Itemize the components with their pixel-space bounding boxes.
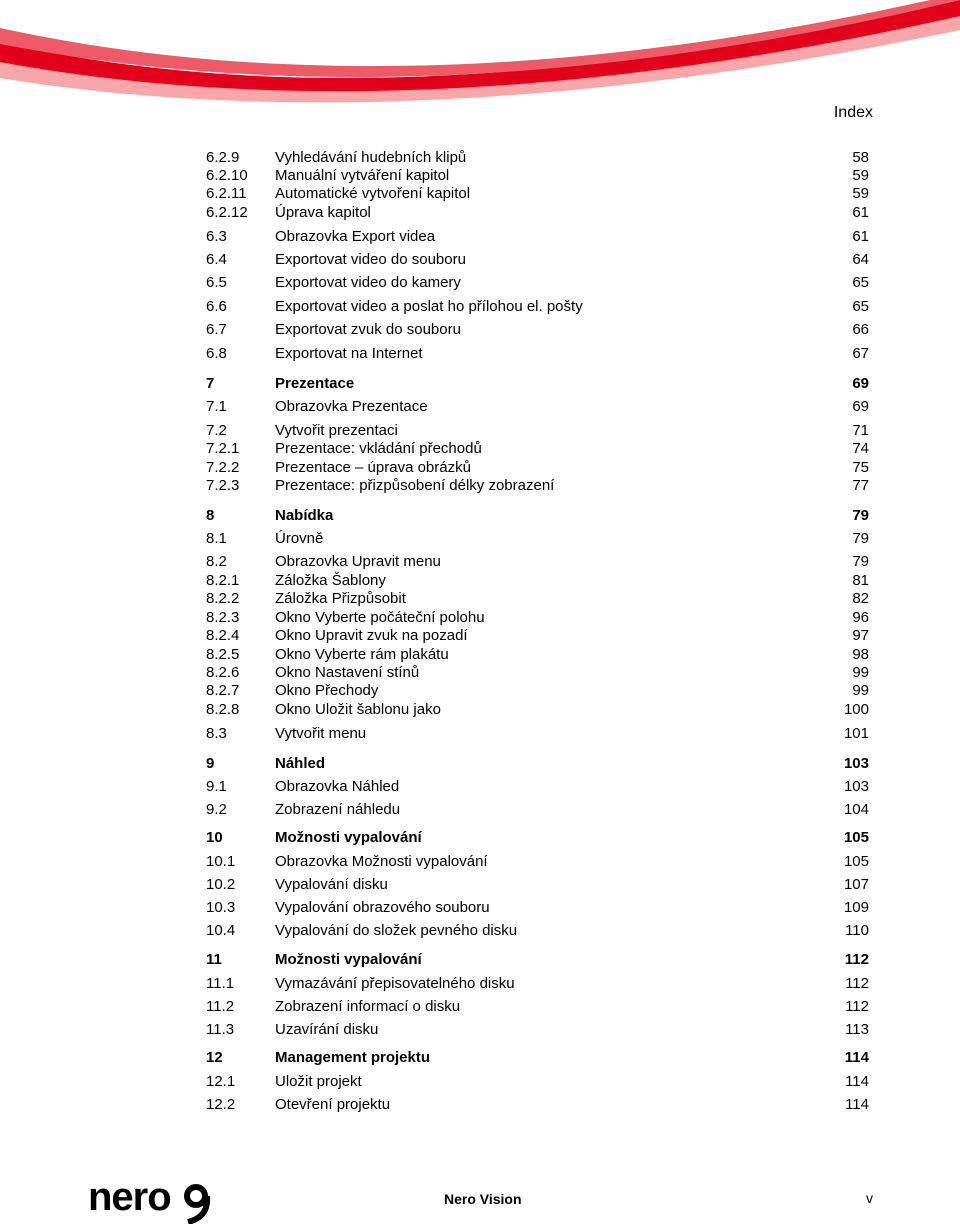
toc-page-number: 58 (852, 149, 869, 166)
toc-title: Nabídka (275, 507, 334, 524)
section-header: Index (833, 104, 873, 121)
toc-row[interactable] (0, 777, 960, 797)
toc-title: Okno Nastavení stínů (275, 664, 420, 681)
toc-page-number: 71 (852, 422, 869, 439)
toc-row[interactable] (0, 663, 960, 683)
toc-title: Možnosti vypalování (275, 951, 422, 968)
toc-row[interactable] (0, 645, 960, 665)
toc-row[interactable] (0, 608, 960, 628)
toc-page-number: 69 (852, 398, 869, 415)
toc-row[interactable] (0, 148, 960, 168)
toc-chapter-row[interactable] (0, 828, 960, 848)
toc-page-number: 79 (852, 507, 869, 524)
toc-number: 7.2.3 (206, 477, 240, 494)
toc-number: 7.2 (206, 422, 227, 439)
toc-title: Prezentace: vkládání přechodů (275, 440, 482, 457)
toc-page-number: 79 (852, 553, 869, 570)
toc-row[interactable] (0, 344, 960, 364)
toc-title: Zobrazení informací o disku (275, 998, 461, 1015)
toc-number: 6.5 (206, 274, 227, 291)
toc-number: 11.3 (206, 1021, 235, 1038)
toc-row[interactable] (0, 875, 960, 895)
toc-page-number: 64 (852, 251, 869, 268)
toc-page-number: 114 (845, 1096, 869, 1113)
toc-row[interactable] (0, 898, 960, 918)
toc-page-number: 109 (843, 899, 869, 916)
toc-page-number: 99 (852, 682, 869, 699)
toc-row[interactable] (0, 800, 960, 820)
toc-number: 6.2.10 (206, 167, 248, 184)
toc-title: Vypalování disku (275, 876, 388, 893)
toc-title: Prezentace (275, 375, 355, 392)
toc-title: Zobrazení náhledu (275, 801, 401, 818)
toc-number: 8.2.4 (206, 627, 240, 644)
toc-row[interactable] (0, 974, 960, 994)
footer-page-number: v (866, 1190, 873, 1206)
toc-page-number: 112 (845, 998, 869, 1015)
toc-page-number: 67 (852, 345, 869, 362)
toc-page-number: 75 (852, 459, 869, 476)
toc-title: Exportovat na Internet (275, 345, 423, 362)
toc-title: Manuální vytváření kapitol (275, 167, 450, 184)
svg-text:nero: nero (88, 1176, 171, 1219)
toc-page-number: 105 (843, 853, 869, 870)
toc-page-number: 100 (843, 701, 869, 718)
toc-page-number: 74 (852, 440, 869, 457)
toc-title: Vypalování do složek pevného disku (275, 922, 518, 939)
toc-page-number: 65 (852, 274, 869, 291)
toc-number: 9.2 (206, 801, 227, 818)
toc-number: 6.2.11 (206, 185, 247, 202)
toc-title: Okno Upravit zvuk na pozadí (275, 627, 468, 644)
toc-page-number: 112 (844, 951, 869, 968)
toc-row[interactable] (0, 397, 960, 417)
toc-page-number: 110 (845, 922, 869, 939)
toc-page-number: 59 (852, 167, 869, 184)
toc-chapter-row[interactable] (0, 506, 960, 526)
toc-number: 8.2.5 (206, 646, 240, 663)
toc-title: Prezentace: přizpůsobení délky zobrazení (275, 477, 555, 494)
toc-title: Prezentace – úprava obrázků (275, 459, 471, 476)
toc-page-number: 69 (852, 375, 869, 392)
toc-page-number: 79 (852, 530, 869, 547)
toc-title: Vymazávání přepisovatelného disku (275, 975, 515, 992)
toc-row[interactable] (0, 297, 960, 317)
toc-title: Vypalování obrazového souboru (275, 899, 490, 916)
toc-chapter-row[interactable] (0, 1048, 960, 1068)
toc-title: Otevření projektu (275, 1096, 391, 1113)
toc-title: Okno Uložit šablonu jako (275, 701, 441, 718)
toc-number: 8.2.1 (206, 572, 240, 589)
toc-row[interactable] (0, 203, 960, 223)
toc-page-number: 82 (852, 590, 869, 607)
toc-number: 7.2.2 (206, 459, 240, 476)
toc-number: 6.7 (206, 321, 227, 338)
toc-number: 12.2 (206, 1096, 236, 1113)
toc-title: Záložka Přizpůsobit (275, 590, 406, 607)
toc-row[interactable] (0, 700, 960, 720)
toc-title: Okno Vyberte počáteční polohu (275, 609, 485, 626)
toc-title: Obrazovka Export videa (275, 228, 436, 245)
toc-number: 8 (206, 507, 215, 524)
toc-row[interactable] (0, 250, 960, 270)
toc-row[interactable] (0, 997, 960, 1017)
toc-chapter-row[interactable] (0, 754, 960, 774)
toc-number: 12 (206, 1049, 223, 1066)
toc-page-number: 77 (852, 477, 869, 494)
toc-row[interactable] (0, 529, 960, 549)
toc-page-number: 103 (843, 755, 869, 772)
toc-number: 7 (206, 375, 215, 392)
toc-row[interactable] (0, 852, 960, 872)
toc-title: Možnosti vypalování (275, 829, 422, 846)
toc-page-number: 113 (845, 1021, 869, 1038)
toc-number: 12.1 (206, 1073, 236, 1090)
toc-page-number: 61 (852, 228, 869, 245)
toc-number: 6.2.12 (206, 204, 248, 221)
toc-page-number: 101 (843, 725, 869, 742)
toc-row[interactable] (0, 589, 960, 609)
toc-row[interactable] (0, 1072, 960, 1092)
toc-number: 9.1 (206, 778, 227, 795)
toc-row[interactable] (0, 724, 960, 744)
toc-number: 8.2.8 (206, 701, 240, 718)
toc-title: Záložka Šablony (275, 572, 386, 589)
toc-number: 10 (206, 829, 223, 846)
toc-row[interactable] (0, 571, 960, 591)
toc-chapter-row[interactable] (0, 374, 960, 394)
toc-number: 8.2.6 (206, 664, 240, 681)
toc-title: Obrazovka Prezentace (275, 398, 428, 415)
toc-row[interactable] (0, 681, 960, 701)
toc-number: 8.2.7 (206, 682, 240, 699)
toc-page-number: 105 (843, 829, 869, 846)
toc-row[interactable] (0, 421, 960, 441)
toc-number: 9 (206, 755, 215, 772)
toc-page-number: 66 (852, 321, 869, 338)
toc-title: Exportovat video do souboru (275, 251, 466, 268)
toc-page-number: 61 (852, 204, 869, 221)
toc-title: Obrazovka Možnosti vypalování (275, 853, 488, 870)
toc-row[interactable] (0, 626, 960, 646)
toc-title: Exportovat zvuk do souboru (275, 321, 461, 338)
toc-title: Obrazovka Náhled (275, 778, 400, 795)
toc-number: 8.3 (206, 725, 227, 742)
toc-number: 10.4 (206, 922, 236, 939)
toc-title: Vyhledávání hudebních klipů (275, 149, 467, 166)
toc-row[interactable] (0, 921, 960, 941)
toc-number: 8.1 (206, 530, 227, 547)
toc-number: 7.2.1 (206, 440, 240, 457)
toc-number: 6.4 (206, 251, 227, 268)
toc-page-number: 98 (852, 646, 869, 663)
toc-row[interactable] (0, 184, 960, 204)
toc-number: 8.2.2 (206, 590, 240, 607)
toc-chapter-row[interactable] (0, 950, 960, 970)
toc-number: 8.2.3 (206, 609, 240, 626)
toc-row[interactable] (0, 166, 960, 186)
toc-page-number: 59 (852, 185, 869, 202)
toc-number: 10.3 (206, 899, 236, 916)
toc-page-number: 97 (852, 627, 869, 644)
toc-page-number: 103 (843, 778, 869, 795)
toc-page-number: 96 (852, 609, 869, 626)
toc-page-number: 112 (845, 975, 869, 992)
toc-row[interactable] (0, 458, 960, 478)
toc-number: 6.3 (206, 228, 227, 245)
toc-row[interactable] (0, 1020, 960, 1040)
toc-title: Management projektu (275, 1049, 431, 1066)
toc-title: Náhled (275, 755, 326, 772)
toc-page-number: 114 (844, 1049, 869, 1066)
footer-product-name: Nero Vision (444, 1191, 522, 1207)
toc-title: Uzavírání disku (275, 1021, 379, 1038)
toc-number: 8.2 (206, 553, 227, 570)
toc-number: 7.1 (206, 398, 227, 415)
toc-number: 6.6 (206, 298, 227, 315)
toc-number: 10.1 (206, 853, 236, 870)
toc-page-number: 81 (852, 572, 869, 589)
toc-row[interactable] (0, 1095, 960, 1115)
toc-title: Okno Přechody (275, 682, 379, 699)
toc-page-number: 99 (852, 664, 869, 681)
toc-row[interactable] (0, 273, 960, 293)
toc-number: 10.2 (206, 876, 236, 893)
toc-page-number: 114 (845, 1073, 869, 1090)
toc-row[interactable] (0, 320, 960, 340)
toc-number: 11.1 (206, 975, 235, 992)
toc-title: Obrazovka Upravit menu (275, 553, 441, 570)
toc-number: 11 (206, 951, 222, 968)
nero-logo (88, 1176, 228, 1224)
toc-title: Úprava kapitol (275, 204, 371, 221)
toc-page-number: 104 (843, 801, 869, 818)
toc-number: 6.2.9 (206, 149, 240, 166)
toc-page-number: 65 (852, 298, 869, 315)
toc-title: Vytvořit prezentaci (275, 422, 398, 439)
toc-row[interactable] (0, 439, 960, 459)
toc-title: Exportovat video a poslat ho přílohou el. pošty (275, 298, 583, 315)
toc-row[interactable] (0, 476, 960, 496)
toc-title: Uložit projekt (275, 1073, 362, 1090)
toc-page-number: 107 (843, 876, 869, 893)
toc-title: Vytvořit menu (275, 725, 367, 742)
toc-row[interactable] (0, 552, 960, 572)
toc-number: 11.2 (206, 998, 235, 1015)
toc-title: Okno Vyberte rám plakátu (275, 646, 449, 663)
toc-title: Automatické vytvoření kapitol (275, 185, 471, 202)
toc-row[interactable] (0, 227, 960, 247)
toc-title: Úrovně (275, 530, 324, 547)
toc-number: 6.8 (206, 345, 227, 362)
toc-title: Exportovat video do kamery (275, 274, 461, 291)
